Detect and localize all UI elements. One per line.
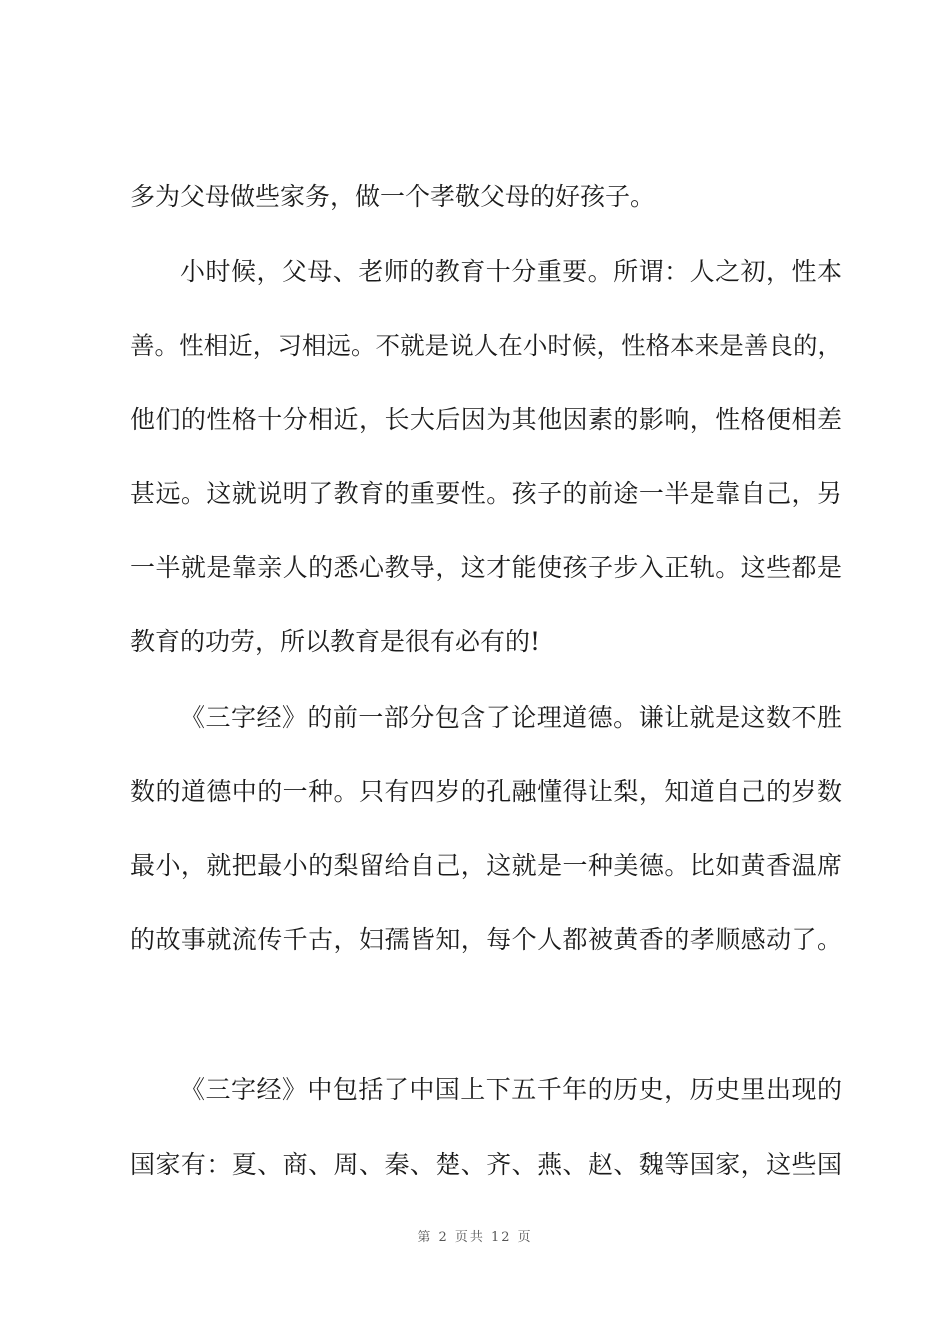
text-line: 小时候，父母、老师的教育十分重要。所谓：人之初，性本 <box>180 257 842 286</box>
text-line: 多为父母做些家务，做一个孝敬父母的好孩子。 <box>130 182 656 211</box>
text-line: 善。性相近，习相远。不就是说人在小时候，性格本来是善良的， <box>130 331 842 360</box>
text-line: 一半就是靠亲人的悉心教导，这才能使孩子步入正轨。这些都是 <box>130 553 842 582</box>
page-footer: 第 2 页共 12 页 <box>417 1230 533 1245</box>
text-line: 数的道德中的一种。只有四岁的孔融懂得让梨，知道自己的岁数 <box>130 777 842 806</box>
text-line: 《三字经》的前一部分包含了论理道德。谦让就是这数不胜 <box>180 703 842 732</box>
text-line: 的故事就流传千古，妇孺皆知，每个人都被黄香的孝顺感动了。 <box>130 925 842 954</box>
text-line: 他们的性格十分相近，长大后因为其他因素的影响，性格便相差 <box>130 405 842 434</box>
text-line: 甚远。这就说明了教育的重要性。孩子的前途一半是靠自己，另 <box>130 479 842 508</box>
text-line: 《三字经》中包括了中国上下五千年的历史，历史里出现的 <box>180 1075 842 1104</box>
text-line: 国家有：夏、商、周、秦、楚、齐、燕、赵、魏等国家，这些国 <box>130 1150 842 1179</box>
text-line: 最小，就把最小的梨留给自己，这就是一种美德。比如黄香温席 <box>130 851 842 880</box>
text-line: 教育的功劳，所以教育是很有必有的! <box>130 627 541 656</box>
